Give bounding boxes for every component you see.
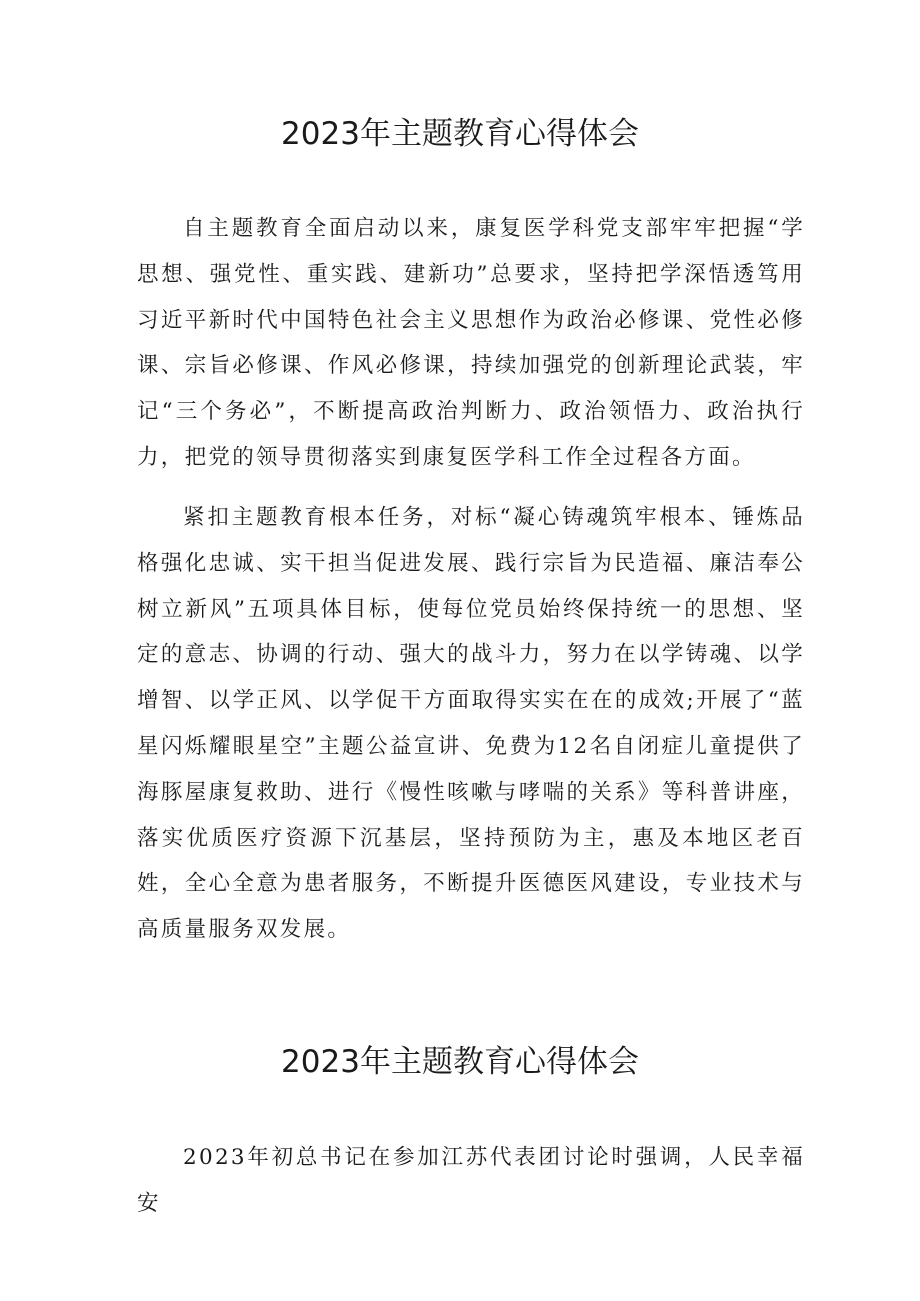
section-title: 2023年主题教育心得体会 [281, 1044, 639, 1080]
body-paragraph: 2023年初总书记在参加江苏代表团讨论时强调，人民幸福安 [137, 1145, 805, 1216]
body-paragraph: 自主题教育全面启动以来，康复医学科党支部牢牢把握“学思想、强党性、重实践、建新功”总要求，坚持把学深悟透笃用习近平新时代中国特色社会主义思想作为政治必修课、党性必修课、宗旨必修课、作风必修课，持续加强党的创新理论武装，牢记“三个务必”，不断提高政治判断力、政治领悟力、政治执行力，把党的领导贯彻落实到康复医学科工作全过程各方面。 [137, 216, 805, 470]
section-title: 2023年主题教育心得体会 [281, 116, 639, 152]
body-paragraph: 紧扣主题教育根本任务，对标“凝心铸魂筑牢根本、锤炼品格强化忠诚、实干担当促进发展、践行宗旨为民造福、廉洁奉公树立新风”五项具体目标，使每位党员始终保持统一的思想、坚定的意志、协调的行动、强大的战斗力，努力在以学铸魂、以学增智、以学正风、以学促干方面取得实实在在的成效;开展了“蓝星闪烁耀眼星空”主题公益宣讲、免费为12名自闭症儿童提供了海豚屋康复救助、进行《慢性咳嗽与哮喘的关系》等科普讲座，落实优质医疗资源下沉基层，坚持预防为主，惠及本地区老百姓，全心全意为患者服务，不断提升医德医风建设，专业技术与高质量服务双发展。 [137, 505, 805, 943]
